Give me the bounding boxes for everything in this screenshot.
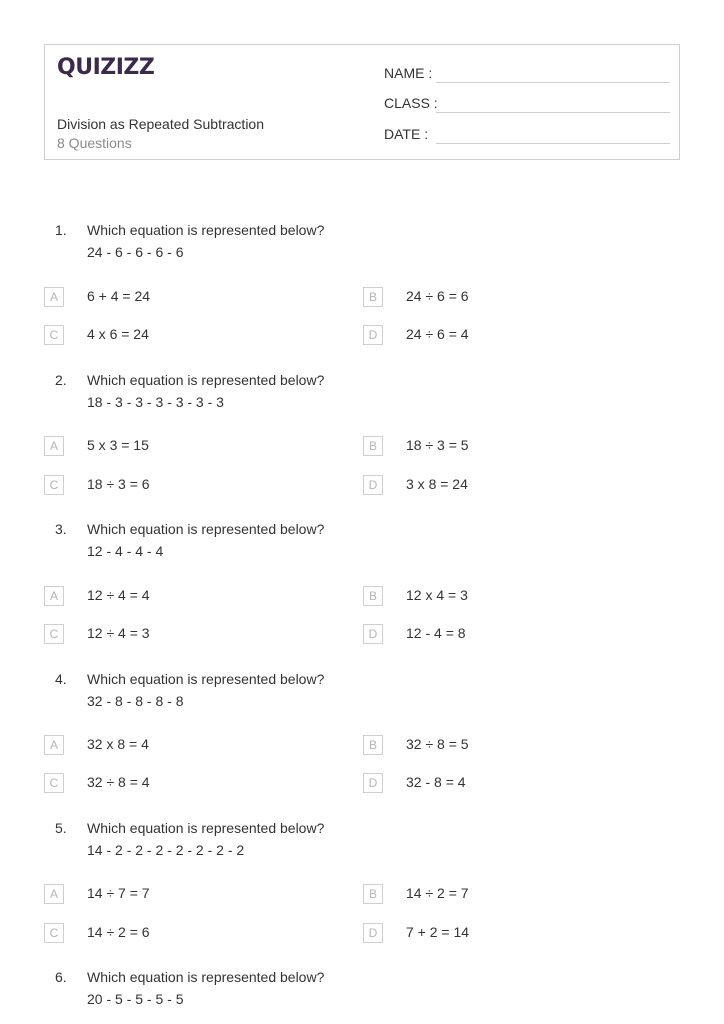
- option-text: 24 ÷ 6 = 6: [406, 288, 469, 304]
- question-expression: 14 - 2 - 2 - 2 - 2 - 2 - 2 - 2: [87, 842, 245, 858]
- option-letter-box: B: [363, 586, 383, 606]
- option-letter-box: B: [363, 884, 383, 904]
- question-number: 1.: [55, 222, 67, 238]
- name-label: NAME :: [384, 65, 433, 81]
- class-label: CLASS :: [384, 95, 438, 111]
- option-text: 12 x 4 = 3: [406, 587, 468, 603]
- question-text: Which equation is represented below?: [87, 222, 325, 238]
- option-text: 12 ÷ 4 = 3: [87, 625, 150, 641]
- question-expression: 24 - 6 - 6 - 6 - 6: [87, 244, 184, 260]
- question-expression: 12 - 4 - 4 - 4: [87, 543, 164, 559]
- option-letter-box: A: [44, 884, 64, 904]
- question-number: 3.: [55, 521, 67, 537]
- option-letter-box: D: [363, 923, 383, 943]
- option-text: 6 + 4 = 24: [87, 288, 151, 304]
- option-letter-box: A: [44, 735, 64, 755]
- option-letter-box: D: [363, 475, 383, 495]
- question-expression: 18 - 3 - 3 - 3 - 3 - 3 - 3: [87, 394, 224, 410]
- option-letter-box: C: [44, 325, 64, 345]
- option-text: 12 ÷ 4 = 4: [87, 587, 150, 603]
- question-number: 2.: [55, 372, 67, 388]
- option-letter-box: B: [363, 735, 383, 755]
- option-letter-box: A: [44, 436, 64, 456]
- option-text: 5 x 3 = 15: [87, 437, 149, 453]
- option-text: 14 ÷ 2 = 7: [406, 885, 469, 901]
- option-text: 12 - 4 = 8: [406, 625, 466, 641]
- worksheet-title: Division as Repeated Subtraction: [57, 116, 265, 132]
- date-line: [436, 143, 670, 144]
- question-text: Which equation is represented below?: [87, 372, 325, 388]
- option-letter-box: C: [44, 624, 64, 644]
- question-text: Which equation is represented below?: [87, 969, 325, 985]
- option-text: 4 x 6 = 24: [87, 326, 149, 342]
- option-text: 18 ÷ 3 = 6: [87, 476, 150, 492]
- name-field[interactable]: [384, 65, 670, 87]
- option-letter-box: B: [363, 436, 383, 456]
- quizizz-logo: QUIZIZZ: [57, 55, 155, 80]
- option-text: 32 - 8 = 4: [406, 774, 466, 790]
- question-text: Which equation is represented below?: [87, 820, 325, 836]
- option-text: 24 ÷ 6 = 4: [406, 326, 469, 342]
- question-text: Which equation is represented below?: [87, 521, 325, 537]
- question-number: 4.: [55, 671, 67, 687]
- date-label: DATE :: [384, 126, 429, 142]
- question-number: 5.: [55, 820, 67, 836]
- option-letter-box: A: [44, 586, 64, 606]
- option-text: 32 ÷ 8 = 5: [406, 736, 469, 752]
- option-letter-box: A: [44, 287, 64, 307]
- class-field[interactable]: [384, 95, 670, 117]
- option-text: 32 ÷ 8 = 4: [87, 774, 150, 790]
- option-letter-box: D: [363, 624, 383, 644]
- name-line: [436, 82, 670, 83]
- option-letter-box: D: [363, 325, 383, 345]
- option-letter-box: C: [44, 475, 64, 495]
- option-text: 7 + 2 = 14: [406, 924, 470, 940]
- worksheet-header: [44, 44, 680, 160]
- option-text: 18 ÷ 3 = 5: [406, 437, 469, 453]
- option-text: 32 x 8 = 4: [87, 736, 149, 752]
- question-count: 8 Questions: [57, 135, 132, 151]
- question-expression: 20 - 5 - 5 - 5 - 5: [87, 991, 184, 1007]
- class-line: [436, 112, 670, 113]
- option-letter-box: D: [363, 773, 383, 793]
- question-expression: 32 - 8 - 8 - 8 - 8: [87, 693, 184, 709]
- option-letter-box: C: [44, 923, 64, 943]
- option-letter-box: C: [44, 773, 64, 793]
- option-text: 3 x 8 = 24: [406, 476, 468, 492]
- question-text: Which equation is represented below?: [87, 671, 325, 687]
- date-field[interactable]: [384, 126, 670, 148]
- option-text: 14 ÷ 2 = 6: [87, 924, 150, 940]
- question-number: 6.: [55, 969, 67, 985]
- option-letter-box: B: [363, 287, 383, 307]
- option-text: 14 ÷ 7 = 7: [87, 885, 150, 901]
